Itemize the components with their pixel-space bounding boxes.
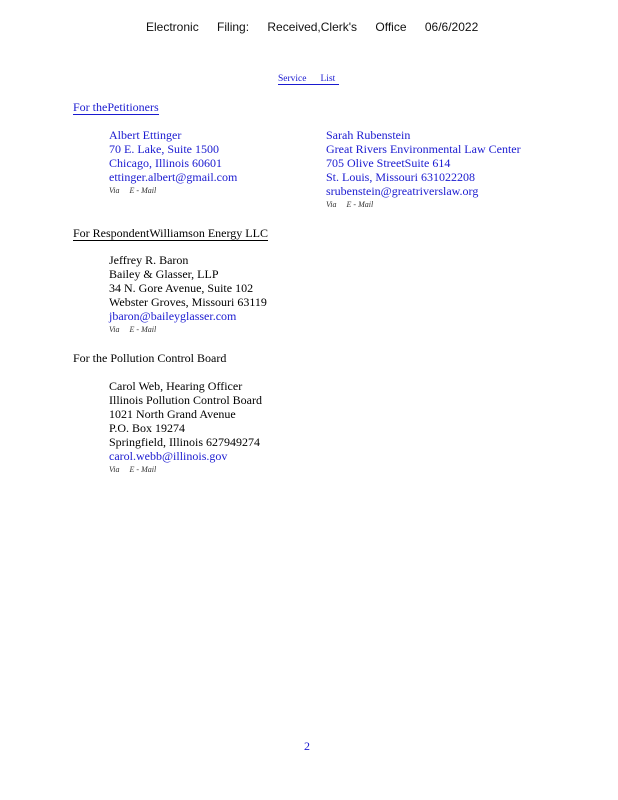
contact-email-link[interactable]: jbaron@baileyglasser.com	[109, 309, 237, 323]
contact-email-link[interactable]: ettinger.albert@gmail.com	[109, 170, 238, 184]
contact-address-line: 1021 North Grand Avenue	[109, 407, 236, 421]
header-received: Received,Clerk's	[267, 20, 358, 34]
contact-address-line: 70 E. Lake, Suite 1500	[109, 142, 219, 156]
delivery-method: Via E - Mail	[109, 465, 157, 474]
title-service: Service	[278, 74, 307, 84]
petitioners-heading: For thePetitioners	[73, 100, 159, 114]
contact-org-line: Illinois Pollution Control Board	[109, 393, 263, 407]
petitioner-contact-ettinger	[109, 128, 237, 197]
filing-header	[146, 20, 493, 34]
contact-city-line: Springfield, Illinois 627949274	[109, 435, 260, 449]
header-electronic: Electronic	[146, 20, 199, 34]
contact-firm-line: Bailey & Glasser, LLP	[109, 267, 219, 281]
delivery-method: Via E - Mail	[109, 186, 157, 195]
contact-city-line: Webster Groves, Missouri 63119	[109, 295, 267, 309]
header-office: Office	[375, 20, 407, 34]
delivery-method: Via E - Mail	[109, 325, 157, 334]
contact-city-line: Chicago, Illinois 60601	[109, 156, 222, 170]
contact-name: Albert Ettinger	[109, 128, 182, 142]
header-date: 06/6/2022	[424, 20, 479, 34]
board-heading: For the Pollution Control Board	[73, 351, 227, 365]
page-number: 2	[304, 739, 310, 753]
contact-email-link[interactable]: carol.webb@illinois.gov	[109, 449, 228, 463]
respondent-heading: For RespondentWilliamson Energy LLC	[73, 226, 268, 240]
contact-city-line: St. Louis, Missouri 631022208	[326, 170, 476, 184]
delivery-method: Via E - Mail	[326, 200, 374, 209]
contact-org-line: Great Rivers Environmental Law Center	[326, 142, 521, 156]
contact-name: Carol Web, Hearing Officer	[109, 379, 243, 393]
contact-email-link[interactable]: srubenstein@greatriverslaw.org	[326, 184, 479, 198]
service-list-title	[278, 74, 339, 85]
header-filing: Filing:	[217, 20, 250, 34]
title-list: List	[320, 74, 336, 84]
contact-name: Sarah Rubenstein	[326, 128, 411, 142]
respondent-contact-baron	[109, 253, 267, 336]
contact-pobox-line: P.O. Box 19274	[109, 421, 186, 435]
petitioner-contact-rubenstein	[326, 128, 521, 211]
contact-name: Jeffrey R. Baron	[109, 253, 189, 267]
board-contact-webb	[109, 379, 262, 476]
contact-address-line: 705 Olive StreetSuite 614	[326, 156, 451, 170]
contact-address-line: 34 N. Gore Avenue, Suite 102	[109, 281, 254, 295]
